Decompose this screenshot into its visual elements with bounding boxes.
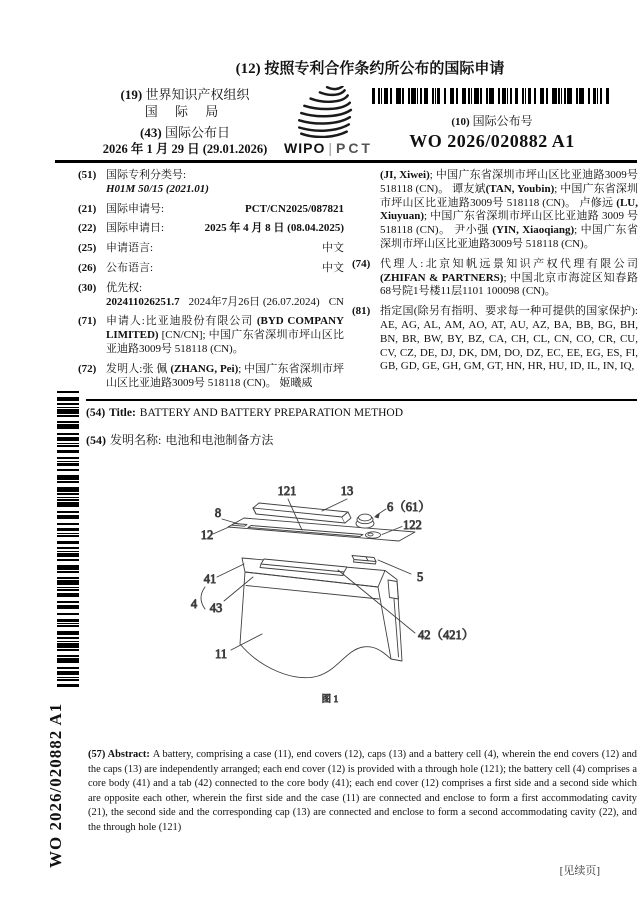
top-barcode bbox=[372, 88, 610, 104]
priority-country: CN bbox=[328, 295, 344, 308]
priority-label: 优先权: bbox=[106, 281, 143, 294]
field-25-number: (25) bbox=[78, 242, 97, 255]
filing-language-label: 申请语言: bbox=[106, 242, 154, 255]
figure-1-drawing bbox=[150, 468, 500, 718]
publication-number-block bbox=[372, 112, 612, 152]
priority-date: 2024年7月26日 (26.07.2024) bbox=[188, 295, 320, 308]
org-name: 世界知识产权组织 bbox=[145, 87, 250, 102]
publication-language-label: 公布语言: bbox=[106, 261, 154, 274]
field-30-number: (30) bbox=[78, 281, 97, 294]
field-applicant bbox=[78, 315, 344, 356]
field-priority bbox=[78, 282, 344, 310]
figure-label-6-61: 6（61） bbox=[387, 500, 431, 514]
biblio-right-column bbox=[352, 169, 638, 380]
field-71-number: (71) bbox=[78, 315, 97, 328]
header-divider bbox=[55, 160, 637, 163]
pub-number-label-line bbox=[372, 112, 612, 129]
field-81-number: (81) bbox=[352, 305, 371, 318]
figure-label-13: 13 bbox=[340, 484, 354, 498]
continuation-note: [见续页] bbox=[559, 865, 600, 877]
field-51-number: (51) bbox=[78, 169, 97, 181]
agent-text: 代理人:北京知帆远景知识产权代理有限公司 (ZHIFAN & PARTNERS); 中国北京市海淀区知春路68号院1号楼11层1101 100098 (CN)。 bbox=[380, 257, 638, 298]
field-21-number: (21) bbox=[78, 202, 97, 215]
vertical-pub-number: WO 2026/020882 A1 bbox=[46, 702, 65, 868]
application-number-label: 国际申请号: bbox=[106, 202, 165, 215]
wipo-wordmark: WIPO bbox=[284, 140, 326, 156]
figure-label-41: 41 bbox=[203, 572, 217, 586]
filing-date-value: 2025 年 4 月 8 日 (08.04.2025) bbox=[204, 222, 344, 235]
filing-language-value: 中文 bbox=[322, 242, 344, 255]
title-divider bbox=[86, 399, 637, 401]
priority-app-number: 202411026251.7 bbox=[106, 295, 180, 308]
pub-date-label: 国际公布日 bbox=[164, 125, 230, 140]
inventors-text: 发明人:张 佩 (ZHANG, Pei); 中国广东省深圳市坪山区比亚迪路3009号 518118 (CN)。 姬曦威 bbox=[106, 362, 344, 389]
field-72-number: (72) bbox=[78, 362, 97, 375]
pub-number-label: 国际公布号 bbox=[472, 114, 533, 128]
field-43-number: (43) bbox=[140, 125, 162, 140]
field-19-number: (19) bbox=[120, 87, 143, 102]
figure-label-11: 11 bbox=[214, 647, 228, 661]
field-54-number-zh: (54) bbox=[86, 433, 106, 447]
abstract-paragraph: (57) Abstract: A battery, comprising a case (11), end covers (12), caps (13) and a battery cell (4), wherein the end covers (12) and the caps (13) are independently arranged; each end cover (12) is provided with a through hole (121); the battery cell (4) comprises a core body (41) and a tab (42) connected to the core body (41); each end cover (12) comprises a first side and a second side which are opposite each other, wherein the first side and the case (11) are connected and enclose to form a first accommodating cavity (21), the second side and the corresponding cap (13) are connected and enclose to form a second accommodating cavity (22), and the through hole (121) bbox=[88, 749, 637, 833]
figure-label-122: 122 bbox=[403, 518, 422, 532]
field-54-number-en: (54) bbox=[86, 407, 106, 419]
field-publication-language bbox=[78, 262, 344, 276]
org-line bbox=[95, 86, 275, 103]
wipo-globe-icon bbox=[293, 86, 355, 138]
figure-label-4: 4 bbox=[190, 597, 198, 611]
field-74-number: (74) bbox=[352, 257, 371, 270]
title-english-label: Title: bbox=[109, 407, 136, 419]
pct-wordmark: PCT bbox=[335, 140, 373, 156]
field-designated-states bbox=[352, 305, 638, 374]
wipo-pct-wordmark bbox=[284, 140, 373, 156]
designated-states-text: 指定国(除另有指明、要求每一种可提供的国家保护): AE, AG, AL, AM, AO, AT, AU, AZ, BA, BB, BG, BH, BN, BR, BW, BY, BZ, CA, CH, CL, CN, CO, CR, CU, CV, CZ, DE, DJ, DK, DM, DO, DZ, EC, EE, EG, ES, FI, GB, GD, GE, GH, GM, GT, HN, HR, HU, ID, IL, IN, IQ, bbox=[380, 305, 638, 373]
field-application-number bbox=[78, 203, 344, 217]
figure-label-12: 12 bbox=[200, 528, 214, 542]
field-10-number: (10) bbox=[451, 116, 470, 128]
field-26-number: (26) bbox=[78, 261, 97, 274]
pub-date-label-line bbox=[95, 124, 275, 141]
wipo-org-block bbox=[95, 86, 275, 158]
title-english-line bbox=[86, 407, 637, 419]
pub-date-value: 2026 年 1 月 29 日 (29.01.2026) bbox=[102, 142, 268, 156]
filing-date-label: 国际申请日: bbox=[106, 222, 165, 235]
pct-publication-line: (12) 按照专利合作条约所公布的国际申请 bbox=[235, 61, 505, 77]
figure-caption: 图 1 bbox=[321, 695, 339, 705]
pub-number-value: WO 2026/020882 A1 bbox=[409, 131, 575, 151]
inventors-continuation-text: (JI, Xiwei); 中国广东省深圳市坪山区比亚迪路3009号 518118 (CN)。 谭友斌(TAN, Youbin); 中国广东省深圳市坪山区比亚迪路3009号 518118 (CN)。 卢修远 (LU, Xiuyuan); 中国广东省深圳市坪山区比亚迪路 3009 号 518118 (CN)。 尹小强 (YIN, Xiaoqiang); 中国广东省深圳市坪山区比亚迪路3009号 518118 (CN)。 bbox=[380, 169, 638, 250]
application-number-value: PCT/CN2025/087821 bbox=[245, 202, 344, 215]
field-ipc bbox=[78, 169, 344, 197]
wordmark-separator: | bbox=[328, 140, 333, 156]
ipc-value: H01M 50/15 (2021.01) bbox=[106, 182, 209, 195]
biblio-left-column bbox=[78, 169, 344, 396]
title-english-value: BATTERY AND BATTERY PREPARATION METHOD bbox=[139, 407, 404, 419]
figure-label-8: 8 bbox=[214, 506, 222, 520]
field-inventors bbox=[78, 363, 344, 391]
publication-language-value: 中文 bbox=[322, 261, 344, 274]
applicant-text: 申请人:比亚迪股份有限公司 (BYD COMPANY LIMITED) [CN/CN]; 中国广东省深圳市坪山区比亚迪路3009号 518118 (CN)。 bbox=[106, 315, 344, 355]
left-barcode bbox=[57, 390, 79, 687]
title-chinese-line bbox=[86, 431, 637, 448]
title-chinese-value: 电池和电池制备方法 bbox=[165, 433, 274, 447]
field-filing-date bbox=[78, 222, 344, 236]
figure-label-121: 121 bbox=[277, 484, 297, 498]
ipc-label: 国际专利分类号: bbox=[106, 169, 187, 181]
intl-bureau: 国 际 局 bbox=[144, 104, 226, 119]
figure-label-43: 43 bbox=[209, 601, 223, 615]
title-chinese-label: 发明名称: bbox=[110, 433, 162, 447]
patent-figure bbox=[150, 468, 500, 723]
field-agent bbox=[352, 258, 638, 299]
field-filing-language bbox=[78, 242, 344, 256]
figure-label-5: 5 bbox=[417, 570, 424, 584]
figure-label-42-421: 42（421） bbox=[418, 628, 475, 642]
wipo-logo bbox=[284, 86, 373, 156]
field-22-number: (22) bbox=[78, 222, 97, 235]
